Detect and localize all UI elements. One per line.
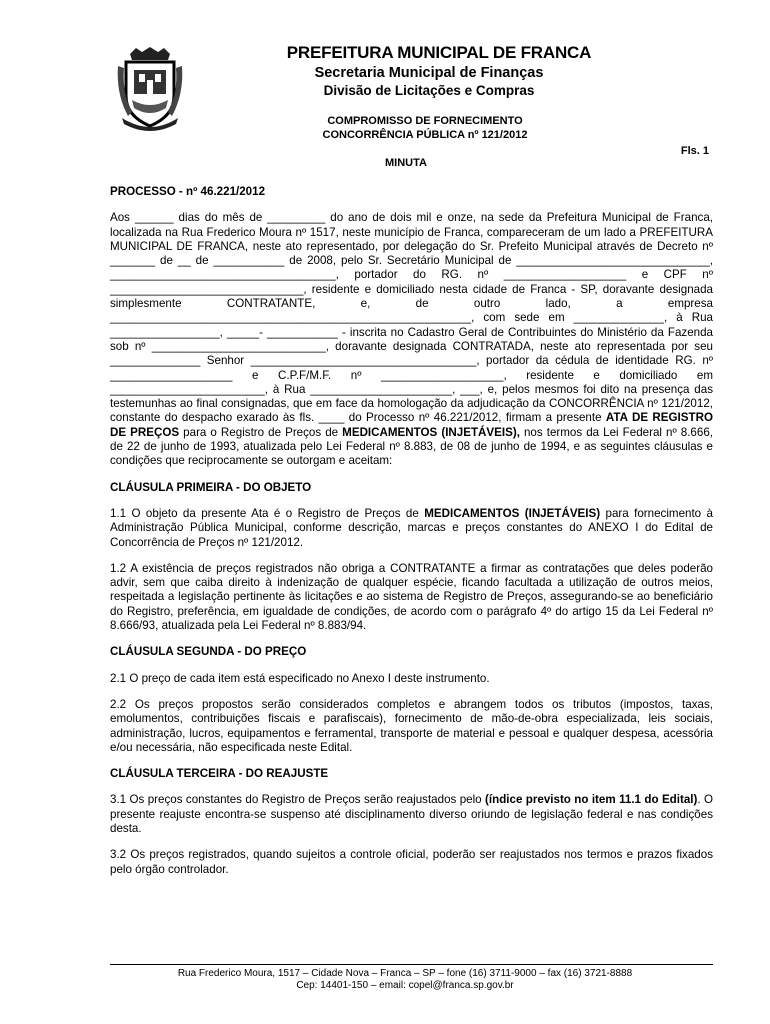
clause-1-1-text-a: 1.1 O objeto da presente Ata é o Registro de Preços de bbox=[110, 506, 425, 520]
preamble-text-1: Aos ______ dias do mês de _________ do ano de dois mil e onze, na sede da Prefeitura Municipal de Franca, localizada na Rua Frederico Moura nº 1517, neste município de Franca, compareceram de um lado a PREFEITURA MUNICIPAL DE FRANCA, neste ato representado, por delegação do Sr. Prefeito Municipal através de Decreto nº _______ de __ de ___________ de 2008, pelo Sr. Secretário Municipal de ______________________________, ___________________________________, portador do RG. nº ___________________ e CPF nº ______________________________, residente e domiciliado nesta cidade de Franca - SP, doravante designada simplesmente CONTRATANTE, e, de outro lado, a empresa ________________________________________________________, com sede em ______________, à Rua _________________, _____- ___________ - inscrita no Cadastro Geral de Contribuintes do Ministério da Fazenda sob nº ___________________________, doravante designada CONTRATADA, neste ato representada por seu ______________ Senhor ___________________________________, portador da cédula de identidade RG. nº ___________________ e C.P.F/M.F. nº ___________________, residente e domiciliado em ________________________, à Rua ______________________, ___, e, pelos mesmos foi dito na presença das testemunhas ao final consignadas, que em face da homologação da adjudicação da CONCORRÊNCIA nº 121/2012, constante do despacho exarado às fls. ____ do Processo nº 46.221/2012, firmam a presente bbox=[110, 211, 713, 425]
clause-1-1-bold: MEDICAMENTOS (INJETÁVEIS) bbox=[424, 506, 601, 520]
document-body bbox=[110, 185, 713, 889]
secretariat-subtitle: Secretaria Municipal de Finanças bbox=[314, 65, 544, 81]
division-subtitle: Divisão de Licitações e Compras bbox=[323, 83, 535, 98]
preamble-bold-medicamentos: MEDICAMENTOS (INJETÁVEIS), bbox=[342, 425, 520, 439]
minuta-label: MINUTA bbox=[385, 157, 427, 169]
clause-2-1: 2.1 O preço de cada item está especificado no Anexo I deste instrumento. bbox=[110, 671, 490, 685]
processo-number: PROCESSO - nº 46.221/2012 bbox=[110, 185, 266, 198]
clause-2-2: 2.2 Os preços propostos serão considerados completos e abrangem todos os tributos (impostos, taxas, emolumentos, contribuições fiscais e parafiscais), fornecimento de mão-de-obra especializada, leis sociais, administração, lucros, equipamentos e ferramental, transporte de material e pessoal e qualquer despesa, acessória e/ou necessária, não especificada neste Edital. bbox=[110, 697, 713, 754]
preamble-text-2: para o Registro de Preços de bbox=[179, 425, 343, 439]
document-type: COMPROMISSO DE FORNECIMENTO bbox=[327, 115, 523, 127]
clausula-segunda-title: CLÁUSULA SEGUNDA - DO PREÇO bbox=[110, 645, 307, 659]
clause-1-2: 1.2 A existência de preços registrados não obriga a CONTRATANTE a firmar as contratações que deles poderão advir, sem que caiba direito à indenização de qualquer espécie, ficando facultada a utilização de outros meios, respeitada a legislação pertinente às licitações e ao sistema de Registro de Preços, assegurando-se ao beneficiário do Registro, preferência, em igualdade de condições, de acordo com o parágrafo 4º do artigo 15 da Lei Federal nº 8.666/93, atualizada pela Lei Federal nº 8.883/94. bbox=[110, 561, 713, 633]
clause-1-1-text-c: para fornecimento à Administração Pública Municipal, conforme descrição, marcas e preços constantes do ANEXO I do Edital de Concorrência de Preços nº 121/2012. bbox=[110, 506, 713, 549]
institution-title: PREFEITURA MUNICIPAL DE FRANCA bbox=[286, 43, 592, 62]
clause-3-2: 3.2 Os preços registrados, quando sujeitos a controle oficial, poderão ser reajustados nos termos e prazos fixados pelo órgão controlador. bbox=[110, 848, 713, 876]
concorrencia-number: CONCORRÊNCIA PÚBLICA nº 121/2012 bbox=[322, 129, 528, 141]
clause-3-1-text-a: 3.1 Os preços constantes do Registro de Preços serão reajustados pelo bbox=[110, 793, 486, 807]
page-folio: Fls. 1 bbox=[680, 145, 709, 157]
clause-3-1-bold: (índice previsto no item 11.1 do Edital) bbox=[485, 793, 698, 807]
footer-contact: Cep: 14401-150 – email: copel@franca.sp.gov.br bbox=[296, 980, 514, 991]
clause-3-1 bbox=[110, 793, 713, 836]
preamble-text-3: nos termos da Lei Federal nº 8.666, de 22 de junho de 1993, atualizada pelo Lei Federal nº 8.883, de 08 de junho de 1994, e as seguintes cláusulas e condições que reciprocamente se outorgam e aceitam: bbox=[110, 425, 713, 468]
footer-divider bbox=[110, 964, 713, 965]
footer-address: Rua Frederico Moura, 1517 – Cidade Nova – Franca – SP – fone (16) 3711-9000 – fax (16) 3721-8888 bbox=[177, 968, 633, 979]
clause-1-1 bbox=[110, 507, 713, 550]
clausula-terceira-title: CLÁUSULA TERCEIRA - DO REAJUSTE bbox=[110, 767, 329, 781]
preamble-bold-ata: ATA DE REGISTRO DE PREÇOS bbox=[110, 411, 713, 439]
clause-3-1-text-c: . O presente reajuste encontra-se suspenso até disciplinamento diverso oriundo de legislação federal e nas condições desta. bbox=[110, 793, 714, 835]
clausula-primeira-title: CLÁUSULA PRIMEIRA - DO OBJETO bbox=[110, 480, 312, 494]
preamble-paragraph bbox=[110, 211, 713, 468]
